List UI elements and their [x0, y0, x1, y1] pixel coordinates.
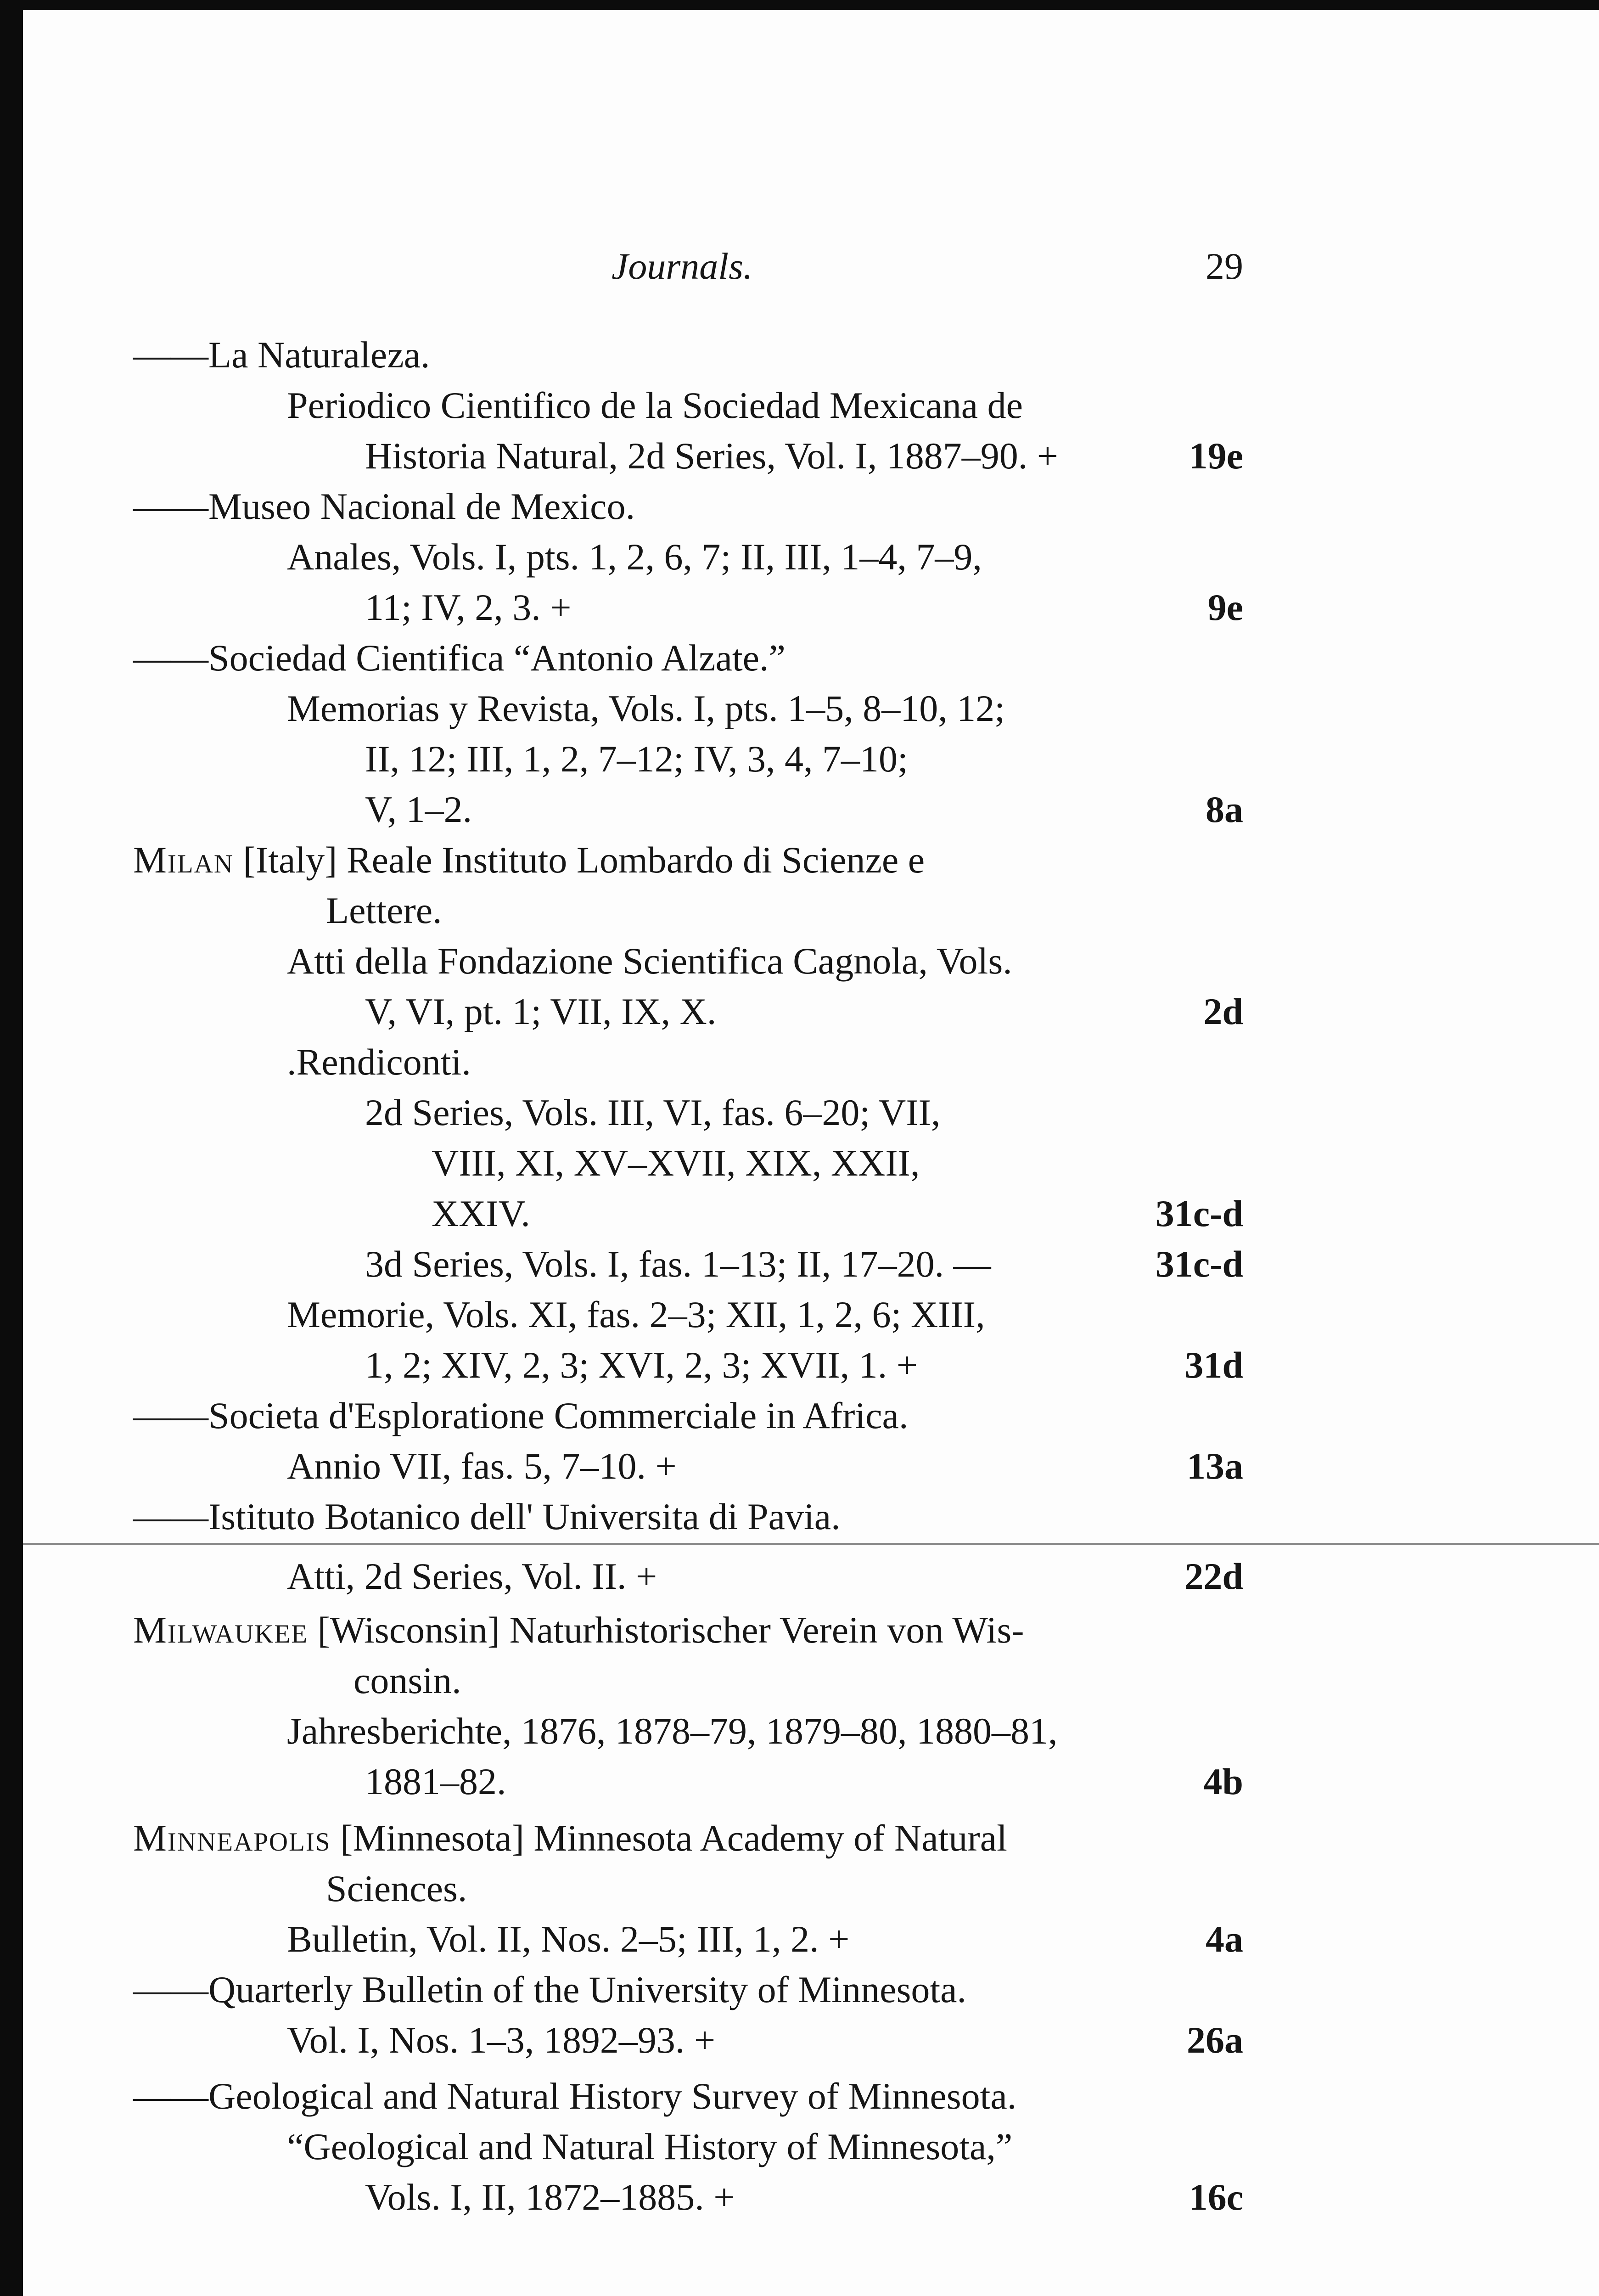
entry-line [0, 1441, 1599, 1491]
entry-line [0, 1706, 1599, 1756]
entry-text: ——Quarterly Bulletin of the University of Minnesota. [133, 1969, 967, 2010]
entry-text: II, 12; III, 1, 2, 7–12; IV, 3, 4, 7–10; [365, 738, 908, 780]
entry-line [0, 330, 1599, 380]
entry-text: Memorias y Revista, Vols. I, pts. 1–5, 8–10, 12; [287, 687, 1005, 729]
entry-line [0, 2122, 1599, 2172]
entry-line [0, 1551, 1599, 1602]
entry-text: Periodico Cientifico de la Sociedad Mexicana de [287, 384, 1023, 426]
entry-text: ——Sociedad Cientifica “Antonio Alzate.” [133, 637, 785, 679]
entry-text: Atti, 2d Series, Vol. II. + [287, 1555, 657, 1597]
entry-line [0, 986, 1599, 1037]
place-name: Milan [133, 839, 234, 881]
entry-line [0, 1188, 1599, 1239]
shelf-reference: 19e [1189, 435, 1243, 477]
entry-line [0, 784, 1599, 835]
entry-text: XXIV. [432, 1193, 530, 1234]
entry-line [0, 633, 1599, 683]
entry-text: ——Geological and Natural History Survey of Minnesota. [133, 2075, 1017, 2117]
entry-text: .Rendiconti. [287, 1041, 471, 1083]
shelf-reference: 16c [1189, 2176, 1243, 2218]
entry-line [0, 431, 1599, 481]
entry-text: 1, 2; XIV, 2, 3; XVI, 2, 3; XVII, 1. + [365, 1344, 918, 1386]
entry-text: consin. [353, 1660, 461, 1701]
entry-text: Sciences. [326, 1868, 467, 1909]
entry-text: Vol. I, Nos. 1–3, 1892–93. + [287, 2019, 716, 2061]
entry-text: Atti della Fondazione Scientifica Cagnola, Vols. [287, 940, 1012, 982]
place-name: Milwaukee [133, 1609, 309, 1651]
entry-text: ——Istituto Botanico dell' Universita di Pavia. [133, 1496, 841, 1537]
entry-text: Annio VII, fas. 5, 7–10. + [287, 1445, 677, 1487]
entry-line [0, 2071, 1599, 2122]
entry-line [0, 1087, 1599, 1138]
entry-text: Historia Natural, 2d Series, Vol. I, 1887–90. + [365, 435, 1058, 477]
entry-text: 1881–82. [365, 1761, 506, 1802]
entry-text: [Minnesota] Minnesota Academy of Natural [340, 1817, 1007, 1859]
entry-text: Vols. I, II, 1872–1885. + [365, 2176, 735, 2218]
entry-line [0, 1037, 1599, 1087]
page-number: 29 [1206, 245, 1243, 287]
shelf-reference: 31c-d [1155, 1243, 1243, 1285]
entry-text: V, VI, pt. 1; VII, IX, X. [365, 990, 717, 1032]
entry-line [0, 1390, 1599, 1441]
entry-text: 11; IV, 2, 3. + [365, 586, 572, 628]
shelf-reference: 22d [1184, 1555, 1243, 1597]
shelf-reference: 31d [1184, 1344, 1243, 1386]
entry-line [0, 1655, 1599, 1706]
entry-line [0, 835, 1599, 885]
entry-text: ——La Naturaleza. [133, 334, 430, 376]
entry-line [0, 1813, 1599, 1863]
entry-line [0, 481, 1599, 532]
shelf-reference: 31c-d [1155, 1193, 1243, 1234]
entry-line [0, 936, 1599, 986]
scan-border-top [0, 0, 1599, 10]
entry-text: Bulletin, Vol. II, Nos. 2–5; III, 1, 2. + [287, 1918, 850, 1960]
shelf-reference: 4a [1206, 1918, 1243, 1960]
shelf-reference: 4b [1203, 1761, 1243, 1802]
entry-text: [Italy] Reale Instituto Lombardo di Scienze e [243, 839, 925, 881]
entry-text: “Geological and Natural History of Minnesota,” [287, 2126, 1013, 2167]
header-title: Journals. [612, 245, 753, 287]
entry-line [0, 2172, 1599, 2223]
entry-text: [Wisconsin] Naturhistorischer Verein von Wis- [317, 1609, 1024, 1651]
entry-text: 2d Series, Vols. III, VI, fas. 6–20; VII, [365, 1092, 941, 1133]
entry-line [0, 1964, 1599, 2015]
entry-line [0, 532, 1599, 582]
entry-line [0, 1914, 1599, 1964]
entry-line [0, 1491, 1599, 1542]
entry-text: V, 1–2. [365, 788, 472, 830]
entry-line [0, 1340, 1599, 1390]
entry-line [0, 734, 1599, 784]
entry-text: Memorie, Vols. XI, fas. 2–3; XII, 1, 2, 6; XIII, [287, 1294, 985, 1335]
entry-line [0, 885, 1599, 936]
entry-text: Lettere. [326, 889, 442, 931]
shelf-reference: 8a [1206, 788, 1243, 830]
entry-line [0, 582, 1599, 633]
entry-text: Jahresberichte, 1876, 1878–79, 1879–80, 1880–81, [287, 1710, 1058, 1752]
entry-line [0, 2015, 1599, 2065]
entry-line [0, 1239, 1599, 1289]
running-header [0, 241, 1599, 292]
entry-line [0, 1756, 1599, 1807]
entry-text: Anales, Vols. I, pts. 1, 2, 6, 7; II, III, 1–4, 7–9, [287, 536, 982, 578]
shelf-reference: 2d [1203, 990, 1243, 1032]
entry-text: VIII, XI, XV–XVII, XIX, XXII, [432, 1142, 920, 1184]
entry-line [0, 1289, 1599, 1340]
shelf-reference: 9e [1207, 586, 1243, 628]
entry-line [0, 1863, 1599, 1914]
page-fold-line [23, 1543, 1599, 1545]
entry-line [0, 380, 1599, 431]
entry-line [0, 1605, 1599, 1655]
entry-text: ——Societa d'Esploratione Commerciale in Africa. [133, 1395, 909, 1436]
entry-line [0, 683, 1599, 734]
entry-text: ——Museo Nacional de Mexico. [133, 485, 635, 527]
shelf-reference: 13a [1187, 1445, 1243, 1487]
shelf-reference: 26a [1187, 2019, 1243, 2061]
entry-text: 3d Series, Vols. I, fas. 1–13; II, 17–20. — [365, 1243, 991, 1285]
entry-line [0, 1138, 1599, 1188]
place-name: Minneapolis [133, 1817, 331, 1859]
